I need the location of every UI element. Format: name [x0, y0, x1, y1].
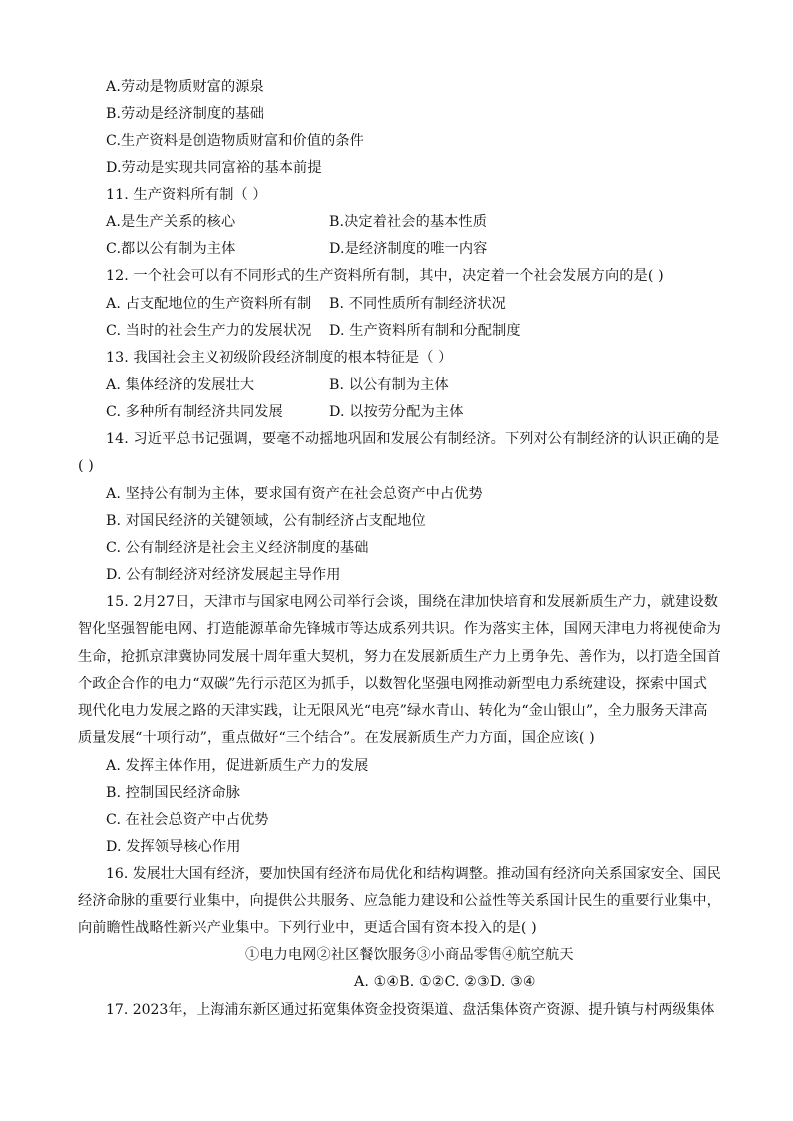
- q15-stem-line-3: 生命，抢抓京津冀协同发展十周年重大契机，努力在发展新质生产力上勇争先、善作为，以打造全国首: [78, 649, 721, 665]
- q10-option-a: A.劳动是物质财富的源泉: [106, 79, 264, 95]
- q12-option-b: B. 不同性质所有制经济状况: [329, 296, 506, 312]
- q14-stem-line-1: 14. 习近平总书记强调，要毫不动摇地巩固和发展公有制经济。下列对公有制经济的认识正确的是: [106, 431, 720, 447]
- q11-option-c: C.都以公有制为主体: [106, 241, 236, 257]
- q17-stem-line-1: 17. 2023年，上海浦东新区通过拓宽集体资金投资渠道、盘活集体资产资源、提升镇与村两级集体: [106, 1002, 715, 1018]
- q16-stem-line-2: 经济命脉的重要行业集中，向提供公共服务、应急能力建设和公益性等关系国计民生的重要行业集中，: [78, 893, 721, 909]
- q16-stem-line-3: 向前瞻性战略性新兴产业集中。下列行业中，更适合国有资本投入的是( ): [78, 920, 537, 936]
- q13-option-c: C. 多种所有制经济共同发展: [106, 404, 283, 420]
- q13-option-a: A. 集体经济的发展壮大: [106, 377, 255, 393]
- q11-option-a: A.是生产关系的核心: [106, 214, 236, 230]
- q16-items: ①电力电网②社区餐饮服务③小商品零售④航空航天: [245, 947, 574, 963]
- q14-option-a: A. 坚持公有制为主体，要求国有资产在社会总资产中占优势: [106, 486, 483, 502]
- q16-stem-line-1: 16. 发展壮大国有经济，要加快国有经济布局优化和结构调整。推动国有经济向关系国家安全、国民: [106, 866, 721, 882]
- q14-option-b: B. 对国民经济的关键领域，公有制经济占支配地位: [106, 513, 426, 529]
- q10-option-b: B.劳动是经济制度的基础: [106, 106, 265, 122]
- q12-option-a: A. 占支配地位的生产资料所有制: [106, 296, 312, 312]
- q14-option-d: D. 公有制经济对经济发展起主导作用: [106, 567, 341, 583]
- q13-stem: 13. 我国社会主义初级阶段经济制度的根本特征是（ ）: [106, 350, 453, 366]
- q12-option-d: D. 生产资料所有制和分配制度: [329, 323, 521, 339]
- q15-stem-line-1: 15. 2月27日，天津市与国家电网公司举行会谈，围绕在津加快培育和发展新质生产力，就建设数: [106, 594, 719, 610]
- q16-options: A. ①④B. ①②C. ②③D. ③④: [354, 974, 536, 990]
- q11-option-d: D.是经济制度的唯一内容: [329, 241, 488, 257]
- q15-stem-line-2: 智化坚强智能电网、打造能源革命先锋城市等达成系列共识。作为落实主体，国网天津电力将视使命为: [78, 621, 721, 637]
- q15-stem-line-6: 质量发展“十项行动”，重点做好“三个结合”。在发展新质生产力方面，国企应该( ): [78, 730, 595, 746]
- q11-stem: 11. 生产资料所有制（ ）: [106, 187, 267, 203]
- q13-option-b: B. 以公有制为主体: [329, 377, 449, 393]
- q12-stem: 12. 一个社会可以有不同形式的生产资料所有制，其中，决定着一个社会发展方向的是( ): [106, 268, 664, 284]
- q14-option-c: C. 公有制经济是社会主义经济制度的基础: [106, 540, 369, 556]
- q15-stem-line-4: 个政企合作的电力“双碳”先行示范区为抓手，以数智化坚强电网推动新型电力系统建设，探索中国式: [78, 676, 708, 692]
- q15-option-c: C. 在社会总资产中占优势: [106, 812, 269, 828]
- q15-option-b: B. 控制国民经济命脉: [106, 785, 241, 801]
- q15-option-a: A. 发挥主体作用，促进新质生产力的发展: [106, 758, 369, 774]
- q15-option-d: D. 发挥领导核心作用: [106, 839, 241, 855]
- q12-option-c: C. 当时的社会生产力的发展状况: [106, 323, 312, 339]
- q13-option-d: D. 以按劳分配为主体: [329, 404, 464, 420]
- q11-option-b: B.决定着社会的基本性质: [329, 214, 488, 230]
- q10-option-d: D.劳动是实现共同富裕的基本前提: [106, 160, 322, 176]
- q14-stem-line-2: ( ): [78, 458, 94, 474]
- q10-option-c: C.生产资料是创造物质财富和价值的条件: [106, 133, 364, 149]
- q15-stem-line-5: 现代化电力发展之路的天津实践，让无限风光“电亮”绿水青山、转化为“金山银山”，全力服务天津高: [78, 703, 708, 719]
